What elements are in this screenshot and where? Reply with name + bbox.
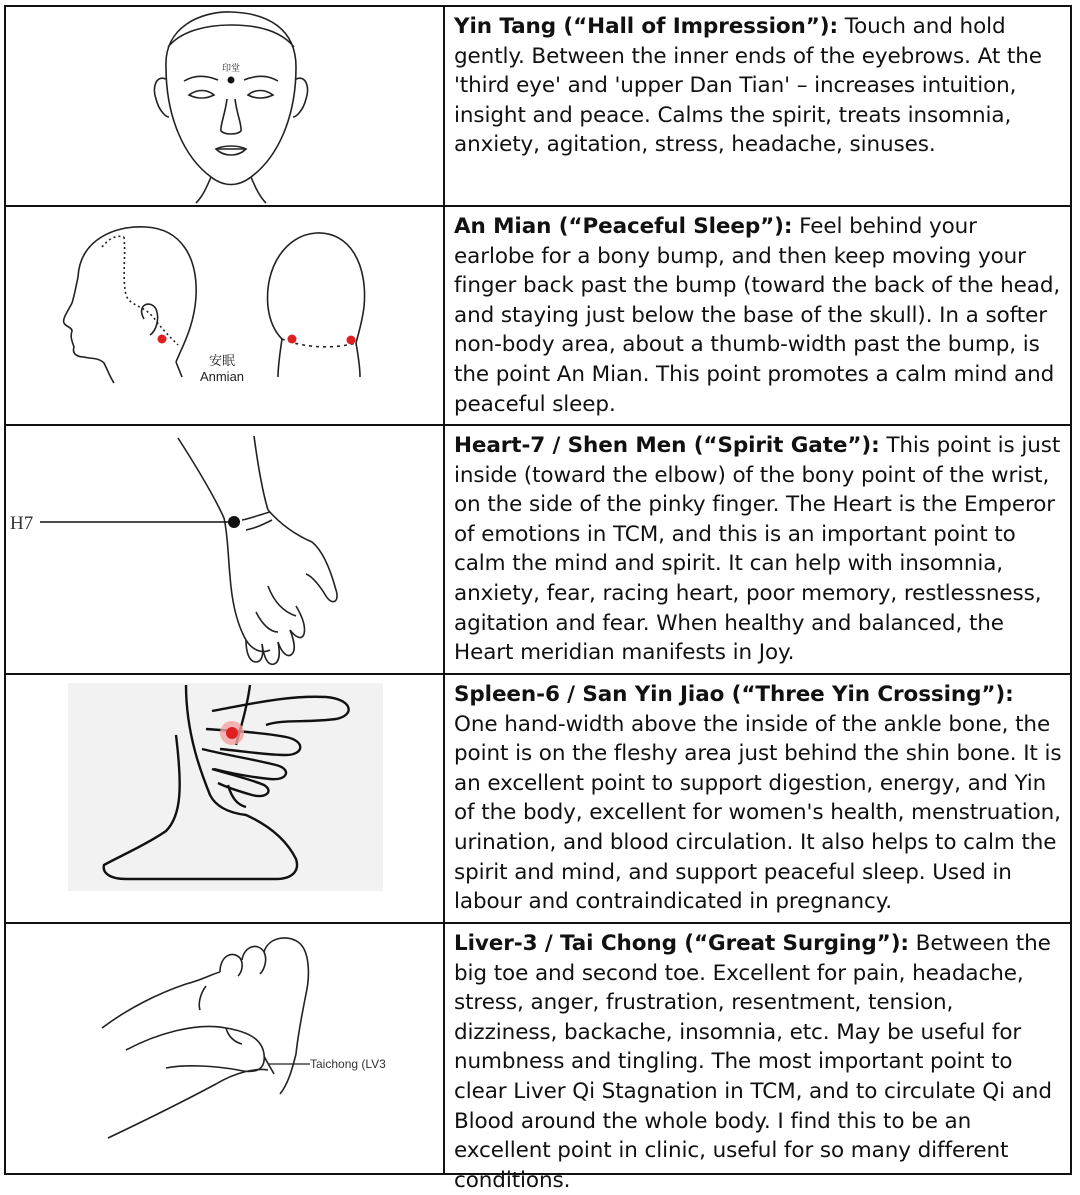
foot-drawing: [6, 924, 445, 1171]
heart-7-illustration: [6, 426, 445, 673]
yin-tang-illustration: [6, 7, 445, 205]
table-row: [6, 426, 1070, 675]
ankle-drawing: [6, 675, 445, 922]
table-row: [6, 207, 1070, 426]
point-title: Liver-3 / Tai Chong (“Great Surging”):: [454, 931, 909, 956]
an-mian-description: [447, 207, 1070, 424]
acupressure-table: [4, 5, 1072, 1193]
head-drawings: [6, 207, 445, 424]
table-row: [6, 924, 1070, 1193]
heart-7-point: [228, 516, 240, 528]
spleen-6-description: [447, 675, 1070, 922]
an-mian-point-left: [288, 335, 297, 344]
spleen-6-point: [226, 727, 238, 739]
point-title: Spleen-6 / San Yin Jiao (“Three Yin Crossing”):: [454, 682, 1014, 707]
heart-7-label: H7: [10, 513, 34, 534]
liver-3-label: Taichong (LV3: [310, 1057, 386, 1071]
yin-tang-description: [447, 7, 1070, 205]
table-row: [6, 7, 1070, 207]
heart-7-description: [447, 426, 1070, 673]
liver-3-description: [447, 924, 1070, 1193]
point-body: Touch and hold gently. Between the inner ends of the eyebrows. At the 'third eye' and 'upper Dan Tian' – increases intuition, insight and peace. Calms the spirit, treats insomnia, anxiety, agitation, stress, headache, sinuses.: [454, 14, 1042, 158]
an-mian-illustration: [6, 207, 445, 424]
point-body: Between the big toe and second toe. Excellent for pain, headache, stress, anger, frustration, resentment, tension, dizziness, backache, insomnia, etc. May be useful for numbness and tingling. The most important point to clear Liver Qi Stagnation in TCM, and to circulate Qi and Blood around the whole body. I find this to be an excellent point in clinic, useful for so many different conditions.: [454, 931, 1052, 1193]
liver-3-illustration: [6, 924, 445, 1173]
an-mian-point-right: [347, 336, 356, 345]
an-mian-label: Anmian: [199, 369, 245, 384]
point-title: Heart-7 / Shen Men (“Spirit Gate”):: [454, 433, 880, 458]
spleen-6-illustration: [6, 675, 445, 922]
yin-tang-point-label: 印堂: [221, 63, 241, 73]
point-body: Feel behind your earlobe for a bony bump, and then keep moving your finger back past the bump (toward the back of the head, and staying just below the base of the skull). In a softer non-body area, about a thumb-width past the bump, is the point An Mian. This point promotes a calm mind and peaceful sleep.: [454, 214, 1061, 417]
table-row: [6, 675, 1070, 924]
face-drawing: [6, 7, 445, 205]
an-mian-point-side: [158, 335, 167, 344]
wrist-drawing: [6, 426, 445, 673]
point-title: An Mian (“Peaceful Sleep”):: [454, 214, 793, 239]
an-mian-cn-label: 安眠: [208, 354, 236, 369]
point-title: Yin Tang (“Hall of Impression”):: [454, 14, 838, 39]
point-body: One hand-width above the inside of the ankle bone, the point is on the fleshy area just behind the shin bone. It is an excellent point to support digestion, energy, and Yin of the body, excellent for women's health, menstruation, urination, and blood circulation. It also helps to calm the spirit and mind, and support peaceful sleep. Used in labour and contraindicated in pregnancy.: [454, 711, 1062, 915]
point-body: This point is just inside (toward the elbow) of the bony point of the wrist, on the side of the pinky finger. The Heart is the Emperor of emotions in TCM, and this is an important point to calm the mind and spirit. It can help with insomnia, anxiety, fear, racing heart, poor memory, restlessness, agitation and fear. When healthy and balanced, the Heart meridian manifests in Joy.: [454, 433, 1061, 666]
